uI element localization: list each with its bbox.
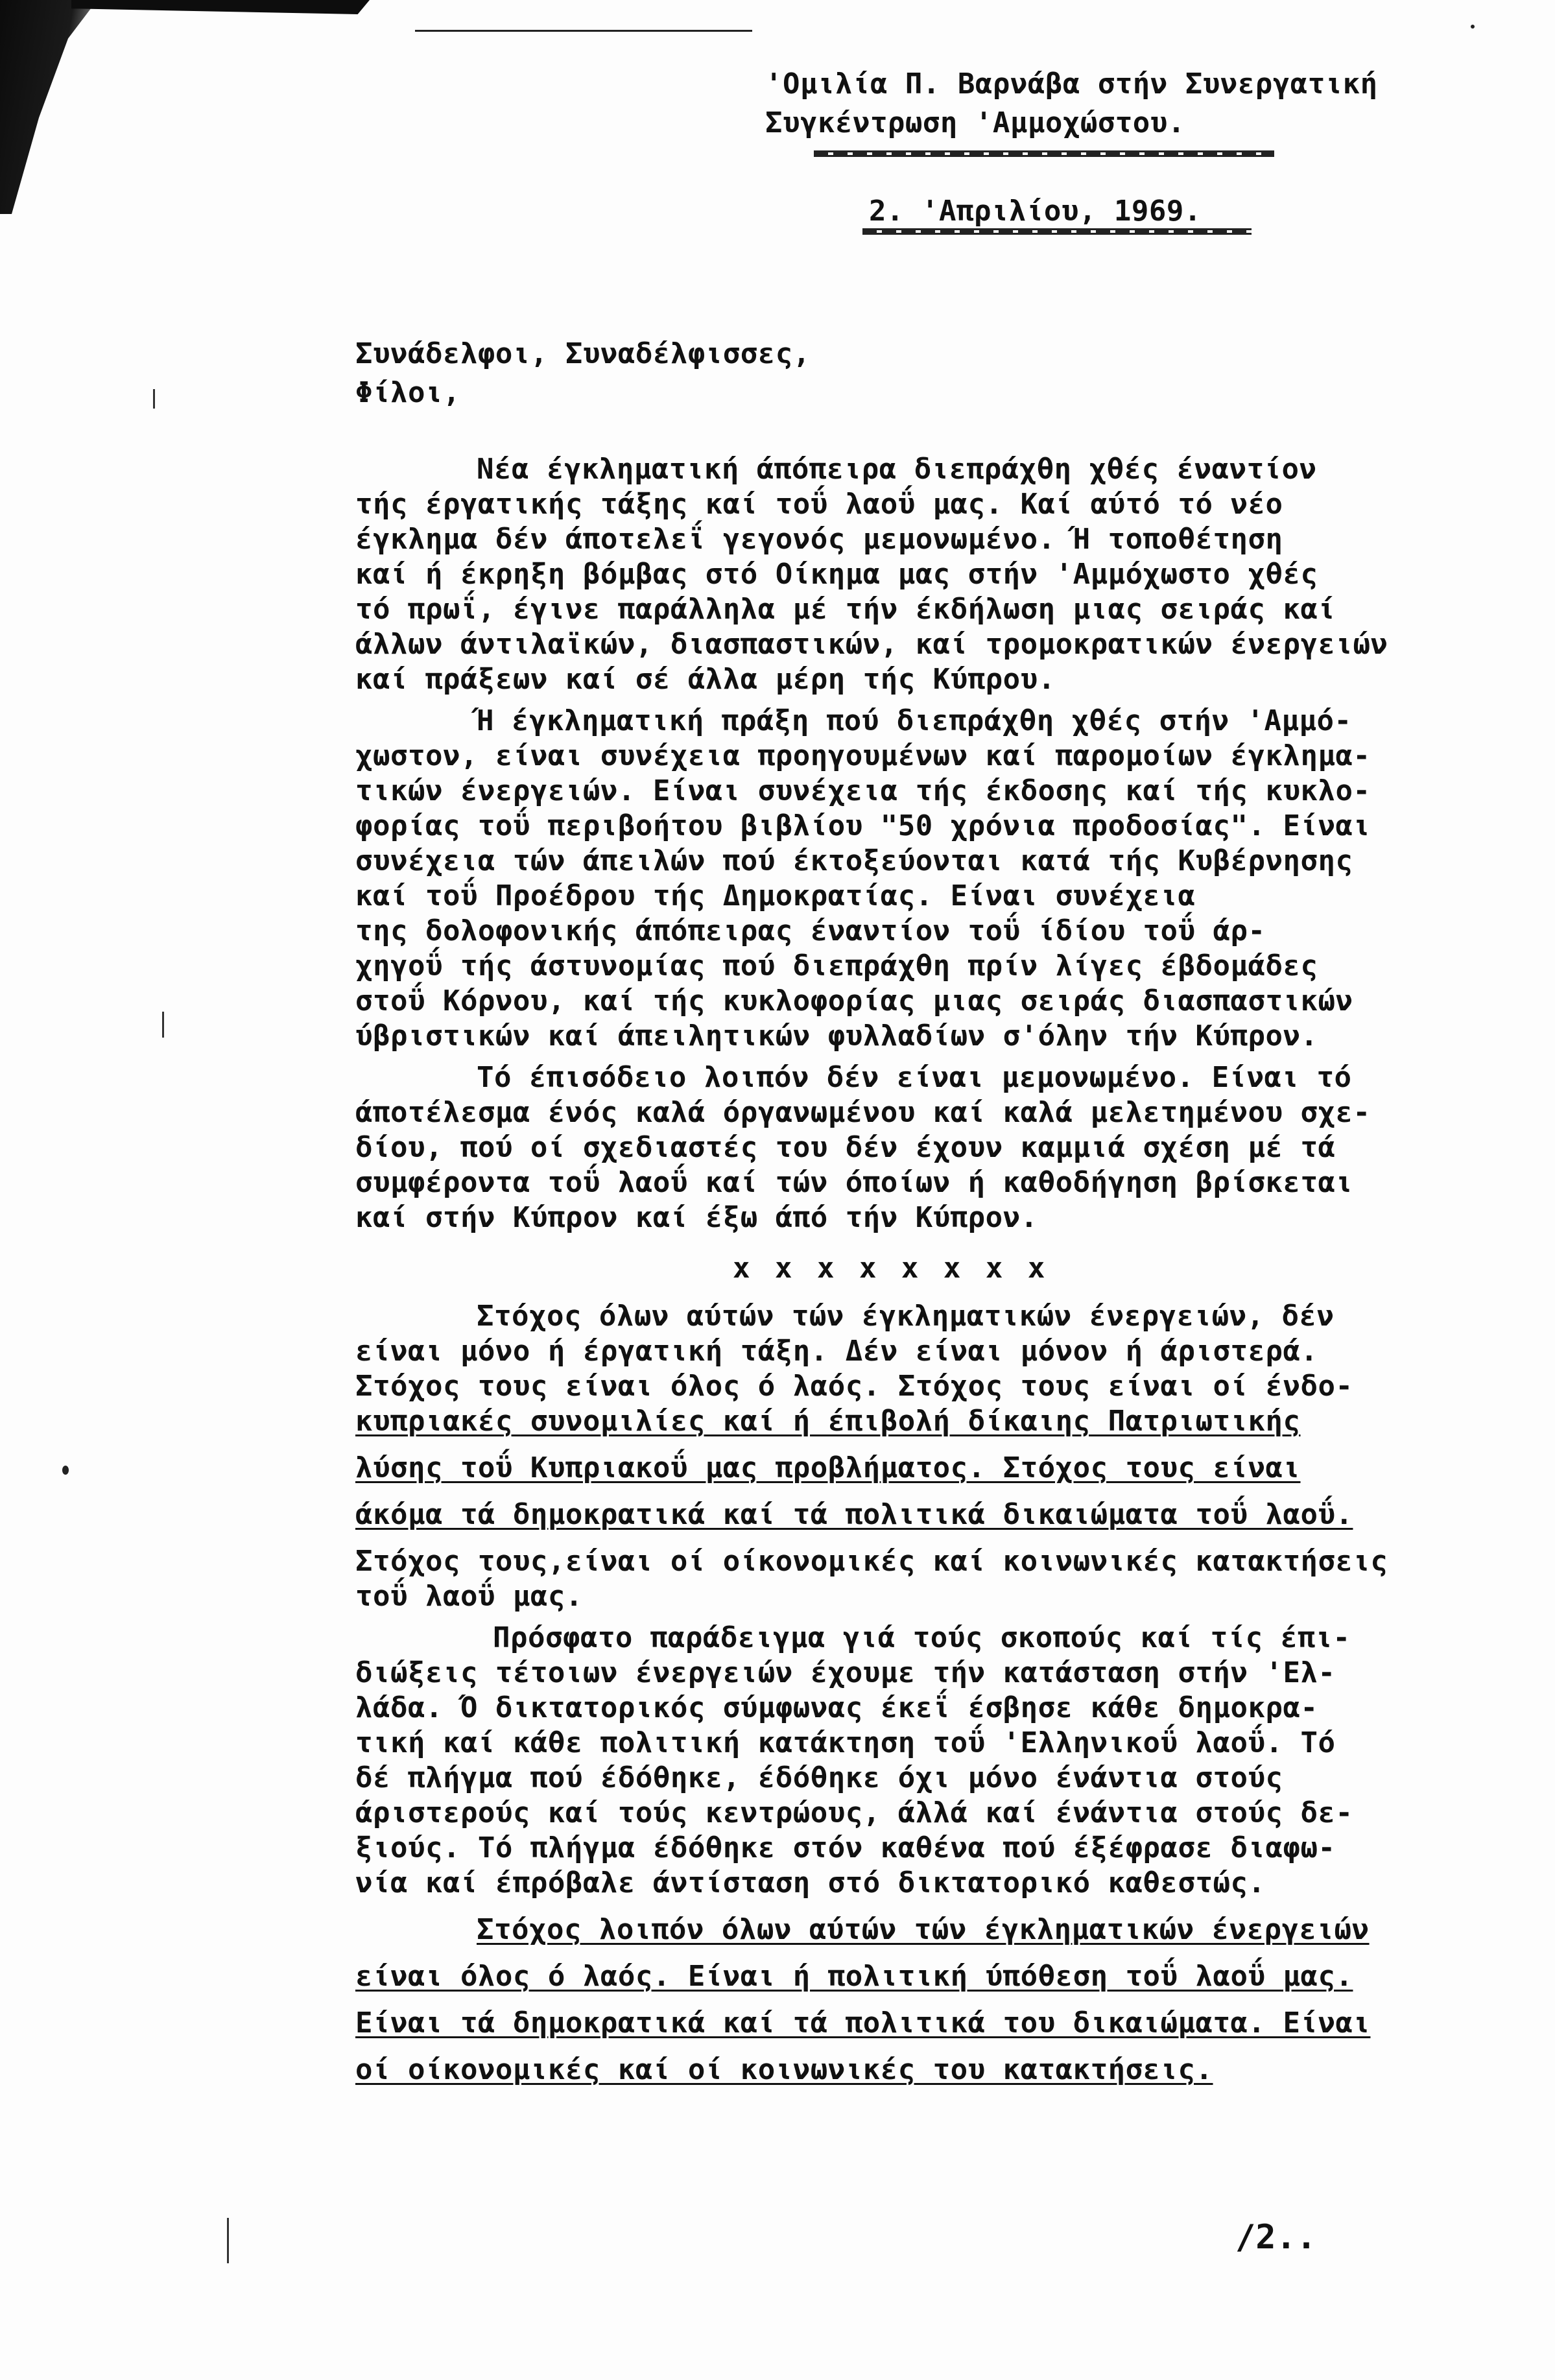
body-line: άλλων άντιλαϊκών, διασπαστικών, καί τρομοκρατικών ένεργειών xyxy=(355,628,1388,661)
top-rule xyxy=(415,30,752,32)
body-line: της δολοφονικής άπόπειρας έναντίον τοΰ ίδίου τοΰ άρ- xyxy=(355,914,1266,947)
scan-speck xyxy=(1471,25,1475,29)
body-line: Στόχος όλων αύτών τών έγκληματικών ένεργειών, δέν xyxy=(477,1300,1335,1333)
body-line: Νέα έγκληματική άπόπειρα διεπράχθη χθές έναντίον xyxy=(477,453,1317,486)
body-line: νία καί έπρόβαλε άντίσταση στό δικτατορικό καθεστώς. xyxy=(355,1866,1266,1899)
header-date: 2. 'Απριλίου, 1969. xyxy=(869,195,1202,228)
body-line: Τό έπισόδειο λοιπόν δέν είναι μεμονωμένο. Είναι τό xyxy=(477,1061,1352,1094)
scan-speck xyxy=(62,1466,69,1475)
body-line: καί ή έκρηξη βόμβας στό Οίκημα μας στήν 'Αμμόχωστο χθές xyxy=(355,558,1318,591)
body-line: λάδα. Ό δικτατορικός σύμφωνας έκεΐ έσβησε κάθε δημοκρα- xyxy=(355,1691,1318,1724)
body-line: χηγοΰ τής άστυνομίας πού διεπράχθη πρίν λίγες έβδομάδες xyxy=(355,949,1318,982)
body-line-underlined: Στόχος λοιπόν όλων αύτών τών έγκληματικών ένεργειών xyxy=(477,1913,1370,1946)
body-line-underlined: οί οίκονομικές καί οί κοινωνικές του κατακτήσεις. xyxy=(355,2053,1213,2086)
scan-mark xyxy=(162,1012,164,1038)
body-line: τής έργατικής τάξης καί τοΰ λαοΰ μας. Καί αύτό τό νέο xyxy=(355,488,1283,521)
body-line: τό πρωΐ, έγινε παράλληλα μέ τήν έκδήλωση μιας σειράς καί xyxy=(355,593,1336,626)
body-line: Ή έγκληματική πράξη πού διεπράχθη χθές στήν 'Αμμό- xyxy=(477,704,1352,737)
body-line-underlined: Είναι τά δημοκρατικά καί τά πολιτικά του δικαιώματα. Είναι xyxy=(355,2006,1371,2040)
body-line: ξιούς. Τό πλήγμα έδόθηκε στόν καθένα πού έξέφρασε διαφω- xyxy=(355,1831,1336,1864)
body-line: τικών ένεργειών. Είναι συνέχεια τής έκδοσης καί τής κυκλο- xyxy=(355,774,1371,807)
body-line: άποτέλεσμα ένός καλά όργανωμένου καί καλά μελετημένου σχε- xyxy=(355,1096,1371,1129)
body-line: χωστον, είναι συνέχεια προηγουμένων καί παρομοίων έγκλημα- xyxy=(355,739,1371,772)
body-line-underlined: λύσης τοΰ Κυπριακοΰ μας προβλήματος. Στόχος τους είναι xyxy=(355,1451,1301,1484)
body-line: ύβριστικών καί άπειλητικών φυλλαδίων σ'όλην τήν Κύπρον. xyxy=(355,1019,1318,1053)
scan-shadow-top xyxy=(71,0,370,14)
body-line-underlined: άκόμα τά δημοκρατικά καί τά πολιτικά δικαιώματα τοΰ λαοΰ. xyxy=(355,1498,1353,1531)
scan-mark xyxy=(227,2218,229,2263)
page-number: /2.. xyxy=(1235,2218,1317,2257)
body-line: καί στήν Κύπρον καί έξω άπό τήν Κύπρον. xyxy=(355,1201,1038,1234)
body-line: Πρόσφατο παράδειγμα γιά τούς σκοπούς καί τίς έπι- xyxy=(493,1621,1351,1654)
body-line: καί πράξεων καί σέ άλλα μέρη τής Κύπρου. xyxy=(355,663,1056,696)
body-line: συνέχεια τών άπειλών πού έκτοξεύονται κατά τής Κυβέρνησης xyxy=(355,844,1353,877)
date-double-rule xyxy=(862,228,1252,235)
body-line: τοΰ λαοΰ μας. xyxy=(355,1580,583,1613)
body-line: Στόχος τους είναι όλος ό λαός. Στόχος τους είναι οί ένδο- xyxy=(355,1370,1353,1403)
body-line: καί τοΰ Προέδρου τής Δημοκρατίας. Είναι συνέχεια xyxy=(355,879,1196,912)
salutation-line: Φίλοι, xyxy=(355,376,460,409)
body-line: στοΰ Κόρνου, καί τής κυκλοφορίας μιας σειράς διασπαστικών xyxy=(355,984,1353,1017)
scan-shadow xyxy=(0,0,97,214)
salutation-line: Συνάδελφοι, Συναδέλφισσες, xyxy=(355,337,811,370)
body-line: δίου, πού οί σχεδιαστές του δέν έχουν καμμιά σχέση μέ τά xyxy=(355,1131,1336,1164)
header-title: 'Ομιλία Π. Βαρνάβα στήν Συνεργατική xyxy=(765,67,1378,101)
body-line: έγκλημα δέν άποτελεΐ γεγονός μεμονωμένο. Ή τοποθέτηση xyxy=(355,523,1283,556)
body-line: άριστερούς καί τούς κεντρώους, άλλά καί ένάντια στούς δε- xyxy=(355,1796,1353,1829)
body-line: διώξεις τέτοιων ένεργειών έχουμε τήν κατάσταση στήν 'Ελ- xyxy=(355,1656,1336,1689)
scan-mark xyxy=(153,389,155,409)
body-line: Στόχος τους,είναι οί οίκονομικές καί κοινωνικές κατακτήσεις xyxy=(355,1545,1388,1578)
section-separator: x x x x x x x x xyxy=(733,1252,1049,1285)
body-line: συμφέροντα τοΰ λαοΰ καί τών όποίων ή καθοδήγηση βρίσκεται xyxy=(355,1166,1353,1199)
body-line: είναι μόνο ή έργατική τάξη. Δέν είναι μόνον ή άριστερά. xyxy=(355,1335,1318,1368)
header-double-rule xyxy=(814,150,1274,157)
body-line: φορίας τοΰ περιβοήτου βιβλίου "50 χρόνια προδοσίας". Είναι xyxy=(355,809,1371,842)
body-line-underlined: είναι όλος ό λαός. Είναι ή πολιτική ύπόθεση τοΰ λαοΰ μας. xyxy=(355,1960,1353,1993)
header-subtitle: Συγκέντρωση 'Αμμοχώστου. xyxy=(765,106,1185,139)
body-line: τική καί κάθε πολιτική κατάκτηση τοΰ 'Ελληνικοΰ λαοΰ. Τό xyxy=(355,1726,1336,1759)
body-line-underlined: κυπριακές συνομιλίες καί ή έπιβολή δίκαιης Πατριωτικής xyxy=(355,1405,1301,1438)
body-line: δέ πλήγμα πού έδόθηκε, έδόθηκε όχι μόνο ένάντια στούς xyxy=(355,1761,1283,1794)
